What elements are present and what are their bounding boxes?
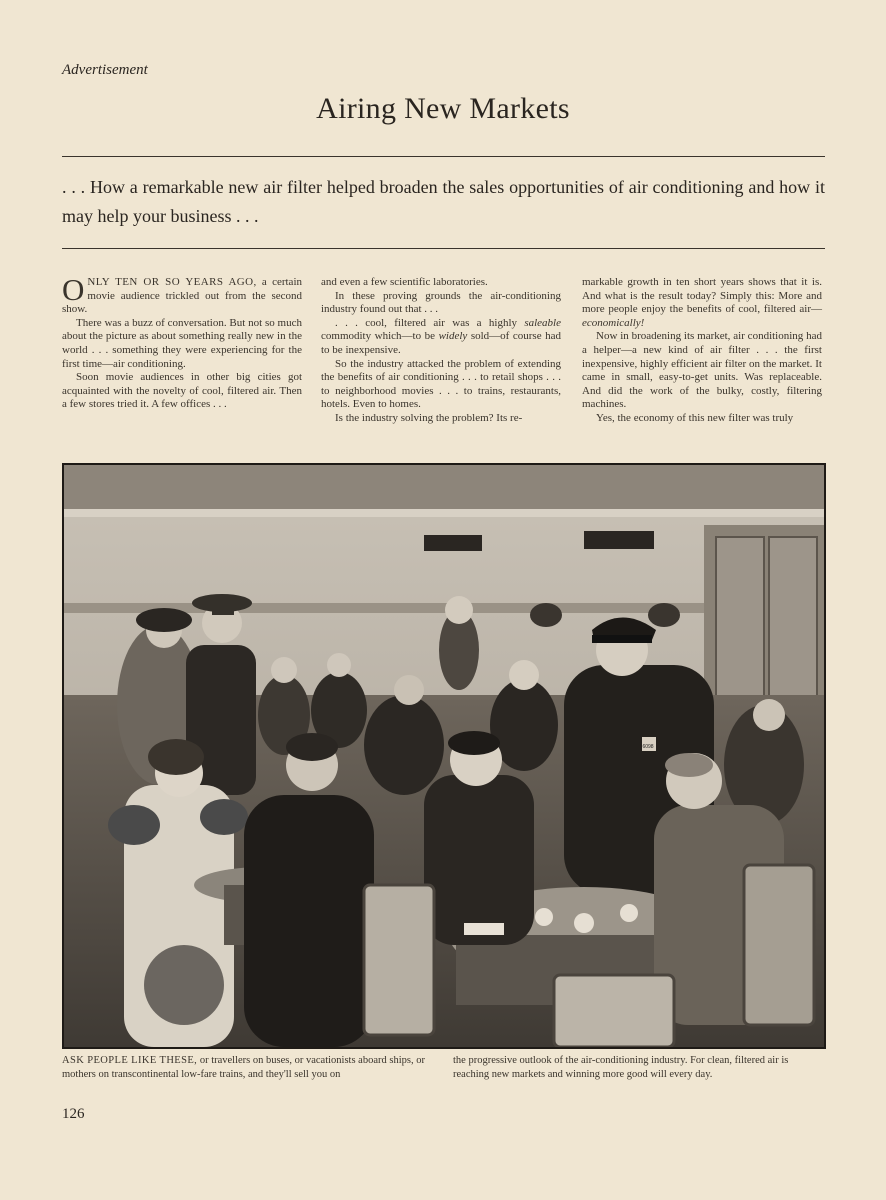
paragraph: Is the industry solving the problem? Its re- bbox=[335, 411, 523, 424]
emphasis: saleable bbox=[524, 316, 561, 329]
body-columns bbox=[62, 272, 825, 436]
hanging-hat bbox=[648, 603, 680, 627]
photo-illustration bbox=[64, 465, 824, 1047]
paragraph: Yes, the economy of this new filter was truly bbox=[596, 411, 794, 424]
paragraph-text: . . . cool, filtered air was a highly bbox=[335, 316, 525, 329]
paragraph-text: markable growth in ten short years shows that it is. And what is the result today? Simply this: More and more people enjoy the benefits of cool, filtered air— bbox=[582, 276, 822, 316]
door-panel bbox=[769, 537, 817, 717]
paragraph bbox=[62, 272, 302, 317]
lead-in: NLY TEN OR SO YEARS AGO, bbox=[87, 276, 257, 288]
caption-text: or travellers on buses, or vacationists aboard ships, or mothers on transcontinental low-fare trains, and they'll sell you on bbox=[62, 1055, 425, 1080]
restaurant-photo bbox=[62, 463, 826, 1049]
paragraph: There was a buzz of conversation. But not so much about the picture as about something really new in the world . . . something they were experiencing for the first time—air conditioning. bbox=[62, 316, 302, 370]
door-panel bbox=[716, 537, 764, 717]
paragraph bbox=[582, 276, 822, 330]
wall-vent bbox=[424, 535, 482, 551]
page-title: Airing New Markets bbox=[316, 92, 570, 125]
advertisement-label: Advertisement bbox=[62, 62, 148, 78]
paragraph-text: sold—of course had to be inexpensive. bbox=[321, 330, 561, 356]
paragraph: and even a few scientific laboratories. bbox=[321, 276, 488, 288]
top-rule bbox=[62, 156, 825, 157]
ceiling-light-strip bbox=[64, 509, 824, 517]
page-number: 126 bbox=[62, 1106, 85, 1122]
drop-cap: O bbox=[62, 272, 85, 307]
ceiling bbox=[64, 465, 824, 513]
column-2 bbox=[321, 276, 561, 426]
paragraph: So the industry attacked the problem of extending the benefits of air conditioning . . . to retail shops . . . to neighborhood movies . . . to trains, restaurants, hotels. Even to homes. bbox=[321, 357, 561, 411]
emphasis: widely bbox=[438, 330, 468, 343]
paragraph bbox=[321, 317, 561, 358]
subheadline: . . . How a remarkable new air filter helped broaden the sales opportunities of air conditioning and how it may help your business . . . bbox=[62, 177, 825, 226]
badge-number: 6098 bbox=[642, 744, 654, 750]
caption-left bbox=[62, 1054, 437, 1081]
column-1 bbox=[62, 272, 302, 412]
paragraph-text: commodity which—to be bbox=[321, 330, 439, 343]
hanging-hat bbox=[530, 603, 562, 627]
paragraph: Now in broadening its market, air conditioning had a helper—a new kind of air filter . . . the first inexpensive, highly efficient air filter on the market. It came in small, easy-to-get units. Was replaceable. And did the work of the bulky, costly, filtering machines. bbox=[582, 330, 822, 411]
bottom-rule bbox=[62, 248, 825, 249]
emphasis: economically! bbox=[582, 316, 645, 329]
caption-lead-in: ASK PEOPLE LIKE THESE, bbox=[62, 1055, 198, 1066]
column-3 bbox=[582, 276, 822, 426]
paragraph: Soon movie audiences in other big cities got acquainted with the novelty of cool, filtered air. Then a few stores tried it. A few offices . . . bbox=[62, 371, 302, 411]
paragraph: In these proving grounds the air-conditioning industry found out that . . . bbox=[321, 289, 561, 316]
caption-right: the progressive outlook of the air-conditioning industry. For clean, filtered air is reaching new markets and winning more good will every day. bbox=[453, 1055, 789, 1080]
wall-vent bbox=[584, 531, 654, 549]
paragraph-text: a certain movie audience trickled out from the second show. bbox=[62, 276, 302, 316]
